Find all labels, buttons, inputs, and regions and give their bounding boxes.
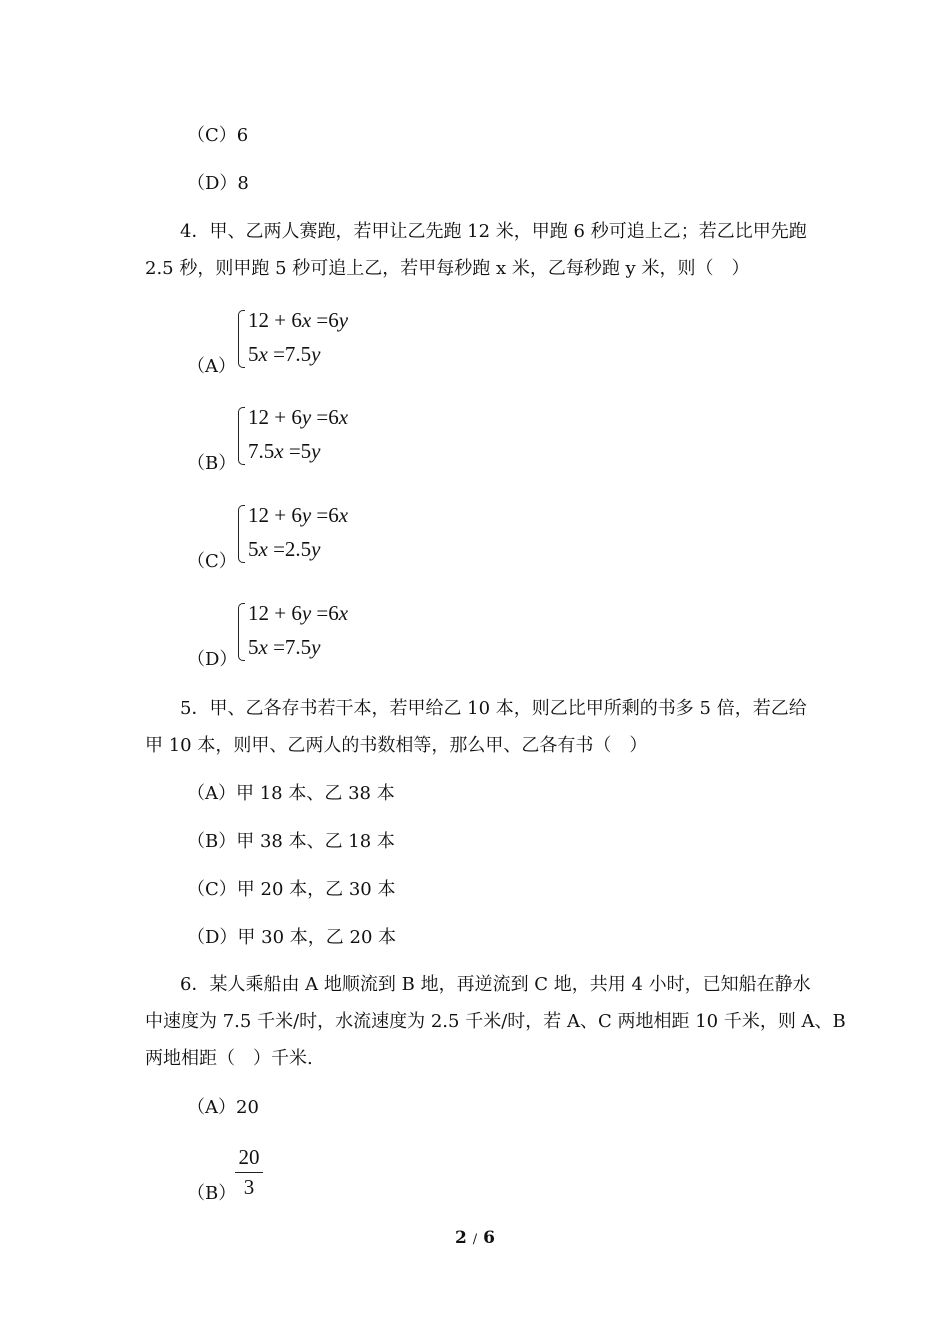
equation-1: 12 + 6x =6y bbox=[248, 308, 349, 332]
q4-stem-line1: 4．甲、乙两人赛跑，若甲让乙先跑 12 米，甲跑 6 秒可追上乙；若乙比甲先跑 bbox=[180, 221, 807, 242]
q6-option-b-fraction bbox=[235, 1145, 263, 1200]
equation-1: 12 + 6y =6x bbox=[248, 601, 349, 625]
equation-1: 12 + 6y =6x bbox=[248, 405, 349, 429]
q5-option-c: （C）甲 20 本，乙 30 本 bbox=[187, 879, 396, 900]
q5-option-a: （A）甲 18 本、乙 38 本 bbox=[187, 783, 395, 804]
page-number bbox=[0, 1228, 950, 1248]
page-separator: / bbox=[472, 1232, 478, 1247]
fraction-bar bbox=[235, 1172, 263, 1173]
q4-option-c-label: （C） bbox=[187, 551, 237, 572]
equation-2: 7.5x =5y bbox=[248, 439, 321, 463]
current-page: 2 bbox=[455, 1228, 467, 1248]
q4-option-a-label: （A） bbox=[187, 356, 236, 377]
q6-stem-line1: 6．某人乘船由 A 地顺流到 B 地，再逆流到 C 地，共用 4 小时，已知船在静水 bbox=[180, 974, 811, 995]
left-brace-icon bbox=[238, 407, 245, 465]
q3-option-c: （C）6 bbox=[187, 125, 249, 146]
q6-stem-line3: 两地相距（ ）千米. bbox=[145, 1048, 313, 1069]
left-brace-icon bbox=[238, 505, 245, 563]
q5-option-d: （D）甲 30 本，乙 20 本 bbox=[187, 927, 397, 948]
q5-stem-line2: 甲 10 本，则甲、乙两人的书数相等，那么甲、乙各有书（ ） bbox=[145, 735, 648, 756]
q5-stem-line1: 5．甲、乙各存书若干本，若甲给乙 10 本，则乙比甲所剩的书多 5 倍，若乙给 bbox=[180, 698, 807, 719]
left-brace-icon bbox=[238, 310, 245, 368]
q4-option-b-label: （B） bbox=[187, 453, 237, 474]
equation-2: 5x =7.5y bbox=[248, 342, 321, 366]
left-brace-icon bbox=[238, 603, 245, 661]
q3-option-d: （D）8 bbox=[187, 173, 249, 194]
q4-option-d-label: （D） bbox=[187, 649, 238, 670]
equation-1: 12 + 6y =6x bbox=[248, 503, 349, 527]
fraction-denominator: 3 bbox=[243, 1175, 255, 1199]
q5-option-b: （B）甲 38 本、乙 18 本 bbox=[187, 831, 395, 852]
equation-2: 5x =7.5y bbox=[248, 635, 321, 659]
q6-option-b-label: （B） bbox=[187, 1183, 237, 1204]
equation-2: 5x =2.5y bbox=[248, 537, 321, 561]
q6-stem-line2: 中速度为 7.5 千米/时，水流速度为 2.5 千米/时，若 A、C 两地相距 10 千米，则 A、B bbox=[145, 1011, 846, 1032]
total-pages: 6 bbox=[483, 1228, 495, 1248]
q4-stem-line2: 2.5 秒，则甲跑 5 秒可追上乙，若甲每秒跑 x 米，乙每秒跑 y 米，则（ ） bbox=[145, 258, 750, 279]
fraction-numerator: 20 bbox=[238, 1145, 260, 1169]
q6-option-a: （A）20 bbox=[187, 1097, 259, 1118]
